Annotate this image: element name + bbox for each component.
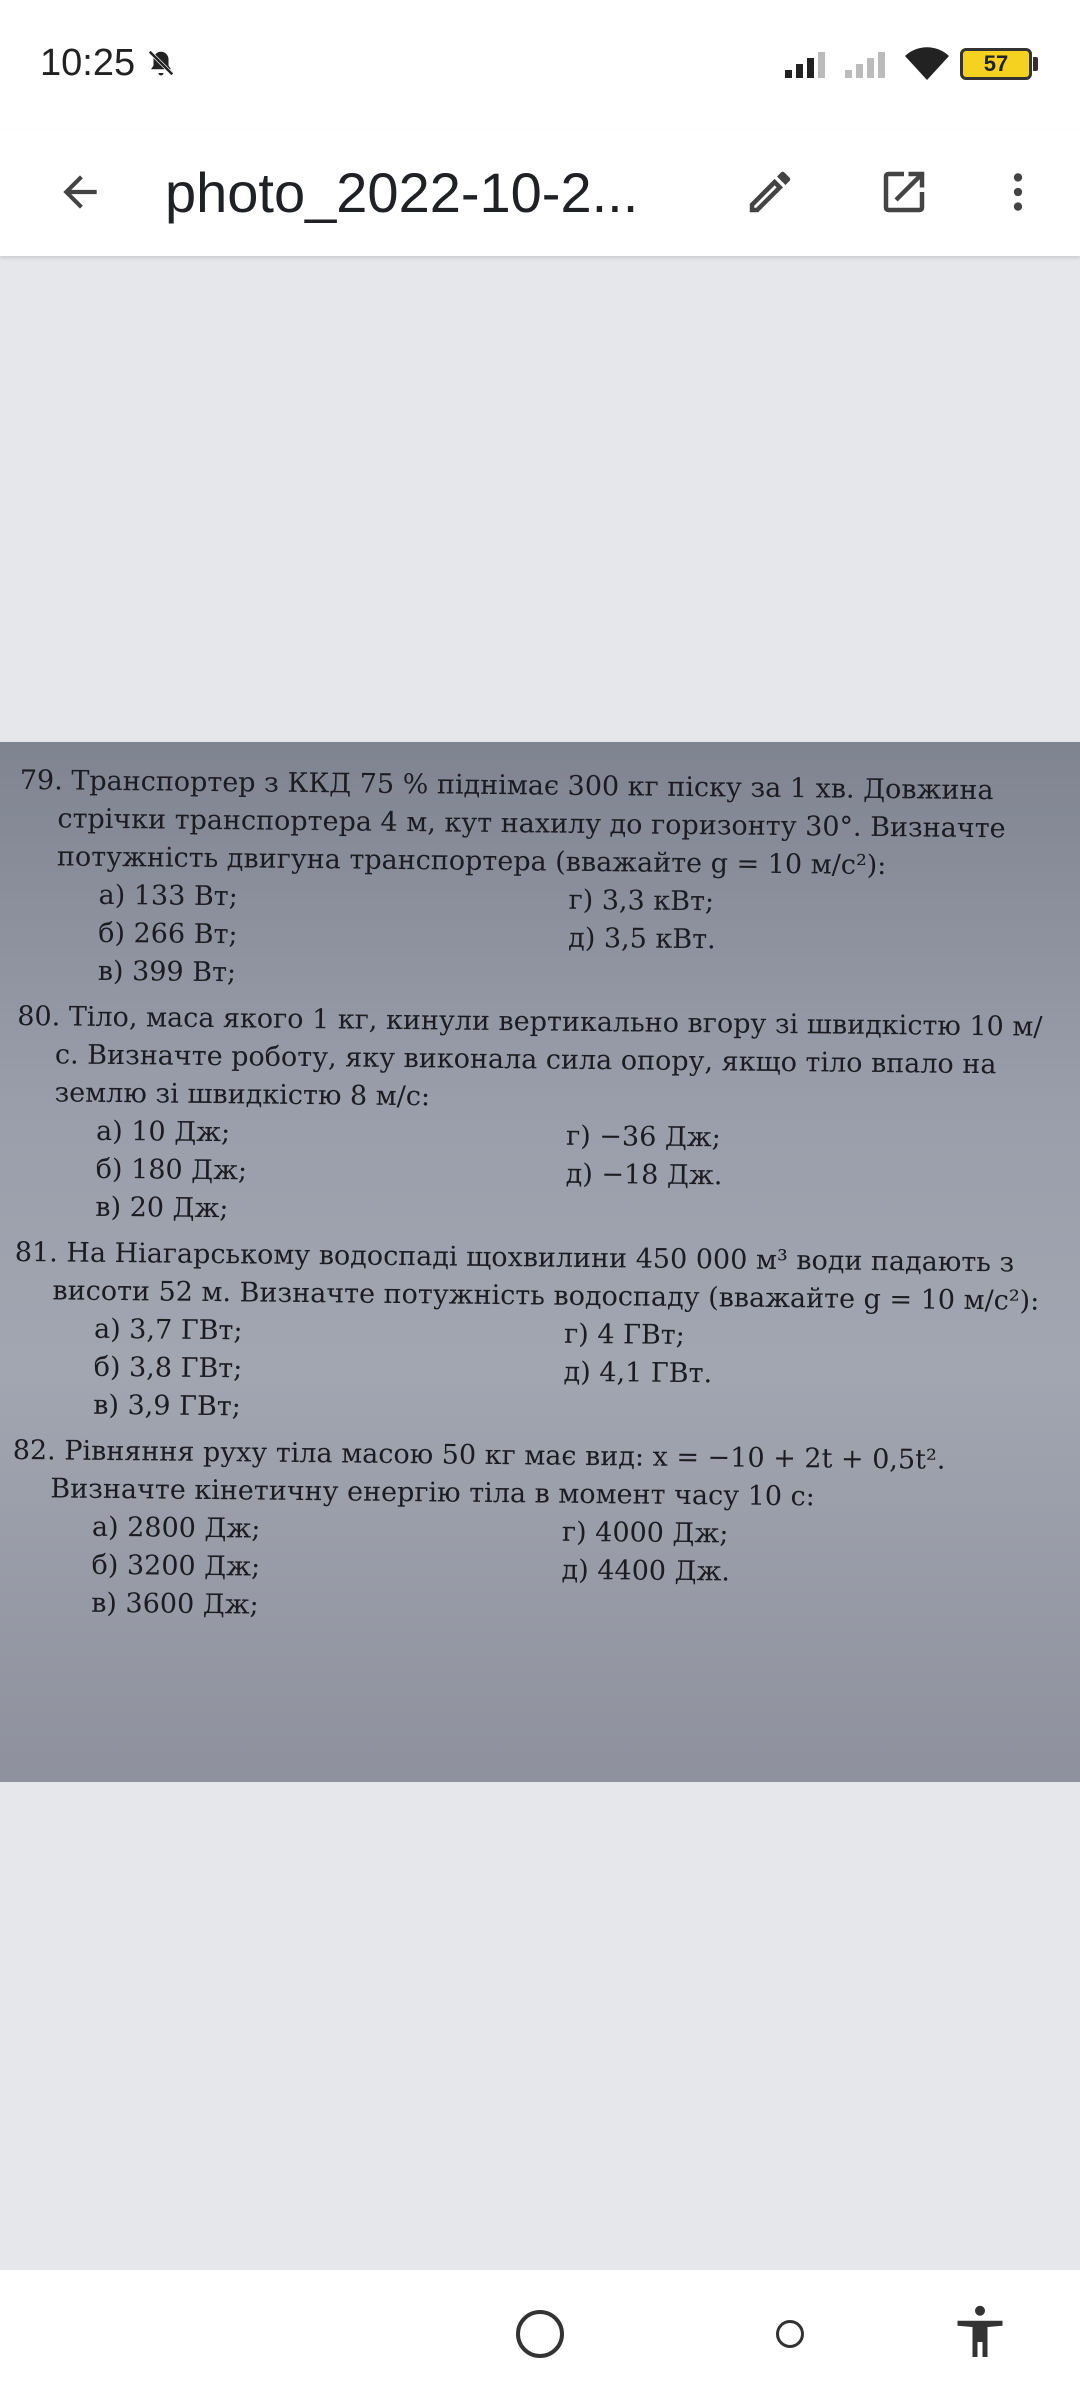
answer-option: а) 133 Вт; bbox=[98, 879, 238, 913]
answer-option: а) 2800 Дж; bbox=[91, 1511, 261, 1545]
pencil-icon bbox=[743, 165, 797, 219]
navigation-bar bbox=[0, 2270, 1080, 2400]
status-bar bbox=[0, 0, 1080, 130]
recents-circle-icon[interactable] bbox=[776, 2320, 804, 2348]
edit-button[interactable] bbox=[730, 152, 810, 232]
answer-option: в) 399 Вт; bbox=[97, 955, 237, 989]
more-vertical-icon bbox=[993, 167, 1043, 217]
open-in-new-icon bbox=[877, 165, 931, 219]
answer-option: а) 3,7 ГВт; bbox=[93, 1313, 243, 1347]
wifi-icon bbox=[905, 46, 949, 80]
answer-option: б) 266 Вт; bbox=[98, 917, 238, 951]
signal-icon bbox=[845, 52, 889, 78]
more-options-button[interactable] bbox=[978, 152, 1058, 232]
signal-icon bbox=[785, 52, 829, 78]
accessibility-icon[interactable] bbox=[950, 2300, 1010, 2364]
app-bar bbox=[0, 130, 1080, 256]
problem-81 bbox=[13, 1234, 1055, 1435]
answer-option: а) 10 Дж; bbox=[95, 1115, 231, 1149]
answer-option: г) 4000 Дж; bbox=[561, 1516, 729, 1550]
answer-option: д) −18 Дж. bbox=[565, 1158, 723, 1192]
problem-82 bbox=[11, 1432, 1053, 1633]
back-button[interactable] bbox=[40, 152, 120, 232]
answer-option: в) 3600 Дж; bbox=[91, 1587, 259, 1621]
answer-option: г) 3,3 кВт; bbox=[568, 884, 715, 918]
answer-option: б) 3200 Дж; bbox=[91, 1549, 261, 1583]
photo-viewer[interactable] bbox=[0, 742, 1080, 1782]
answer-options bbox=[18, 876, 1059, 1001]
answer-option: б) 180 Дж; bbox=[95, 1153, 248, 1187]
battery-level: 57 bbox=[983, 51, 1009, 76]
mute-icon bbox=[146, 48, 176, 78]
answer-options bbox=[11, 1508, 1052, 1633]
problem-text: 79. Транспортер з ККД 75 % піднімає 300 кг піску за 1 хв. Довжина стрічки транспортера 4 м, кут нахилу до горизонту 30°. Визначте потужність двигуна транспортера (вважайте g = 10 м/с²): bbox=[19, 764, 1006, 882]
status-time: 10:25 bbox=[40, 42, 136, 84]
problem-text: 81. На Ніагарському водоспаді щохвилини 450 000 м³ води падають з висоти 52 м. Визначте потужність водоспаду (вважайте g = 10 м/с²): bbox=[14, 1236, 1040, 1317]
file-title: photo_2022-10-2... bbox=[165, 161, 639, 224]
answer-option: г) 4 ГВт; bbox=[563, 1318, 685, 1351]
photo-text bbox=[11, 762, 1060, 1641]
answer-option: г) −36 Дж; bbox=[565, 1120, 721, 1154]
answer-options bbox=[13, 1310, 1054, 1435]
answer-option: б) 3,8 ГВт; bbox=[93, 1351, 243, 1385]
problem-text: 80. Тіло, маса якого 1 кг, кинули вертикально вгору зі швидкістю 10 м/с. Визначте роботу, яку виконала сила опору, якщо тіло впало на землю зі швидкістю 8 м/с: bbox=[17, 1000, 1043, 1113]
problem-text: 82. Рівняння руху тіла масою 50 кг має вид: x = −10 + 2t + 0,5t². Визначте кінетичну енергію тіла в момент часу 10 с: bbox=[12, 1434, 946, 1513]
open-with-button[interactable] bbox=[864, 152, 944, 232]
answer-option: д) 3,5 кВт. bbox=[568, 922, 716, 956]
answer-option: в) 20 Дж; bbox=[95, 1191, 229, 1225]
problem-80 bbox=[15, 998, 1057, 1237]
home-circle-icon[interactable] bbox=[516, 2310, 564, 2358]
answer-option: д) 4400 Дж. bbox=[561, 1554, 731, 1588]
back-arrow-icon bbox=[55, 167, 105, 217]
battery-tip bbox=[1033, 57, 1038, 71]
answer-option: в) 3,9 ГВт; bbox=[93, 1389, 242, 1423]
problem-79 bbox=[18, 762, 1060, 1001]
answer-option: д) 4,1 ГВт. bbox=[563, 1356, 713, 1390]
answer-options bbox=[15, 1112, 1056, 1237]
